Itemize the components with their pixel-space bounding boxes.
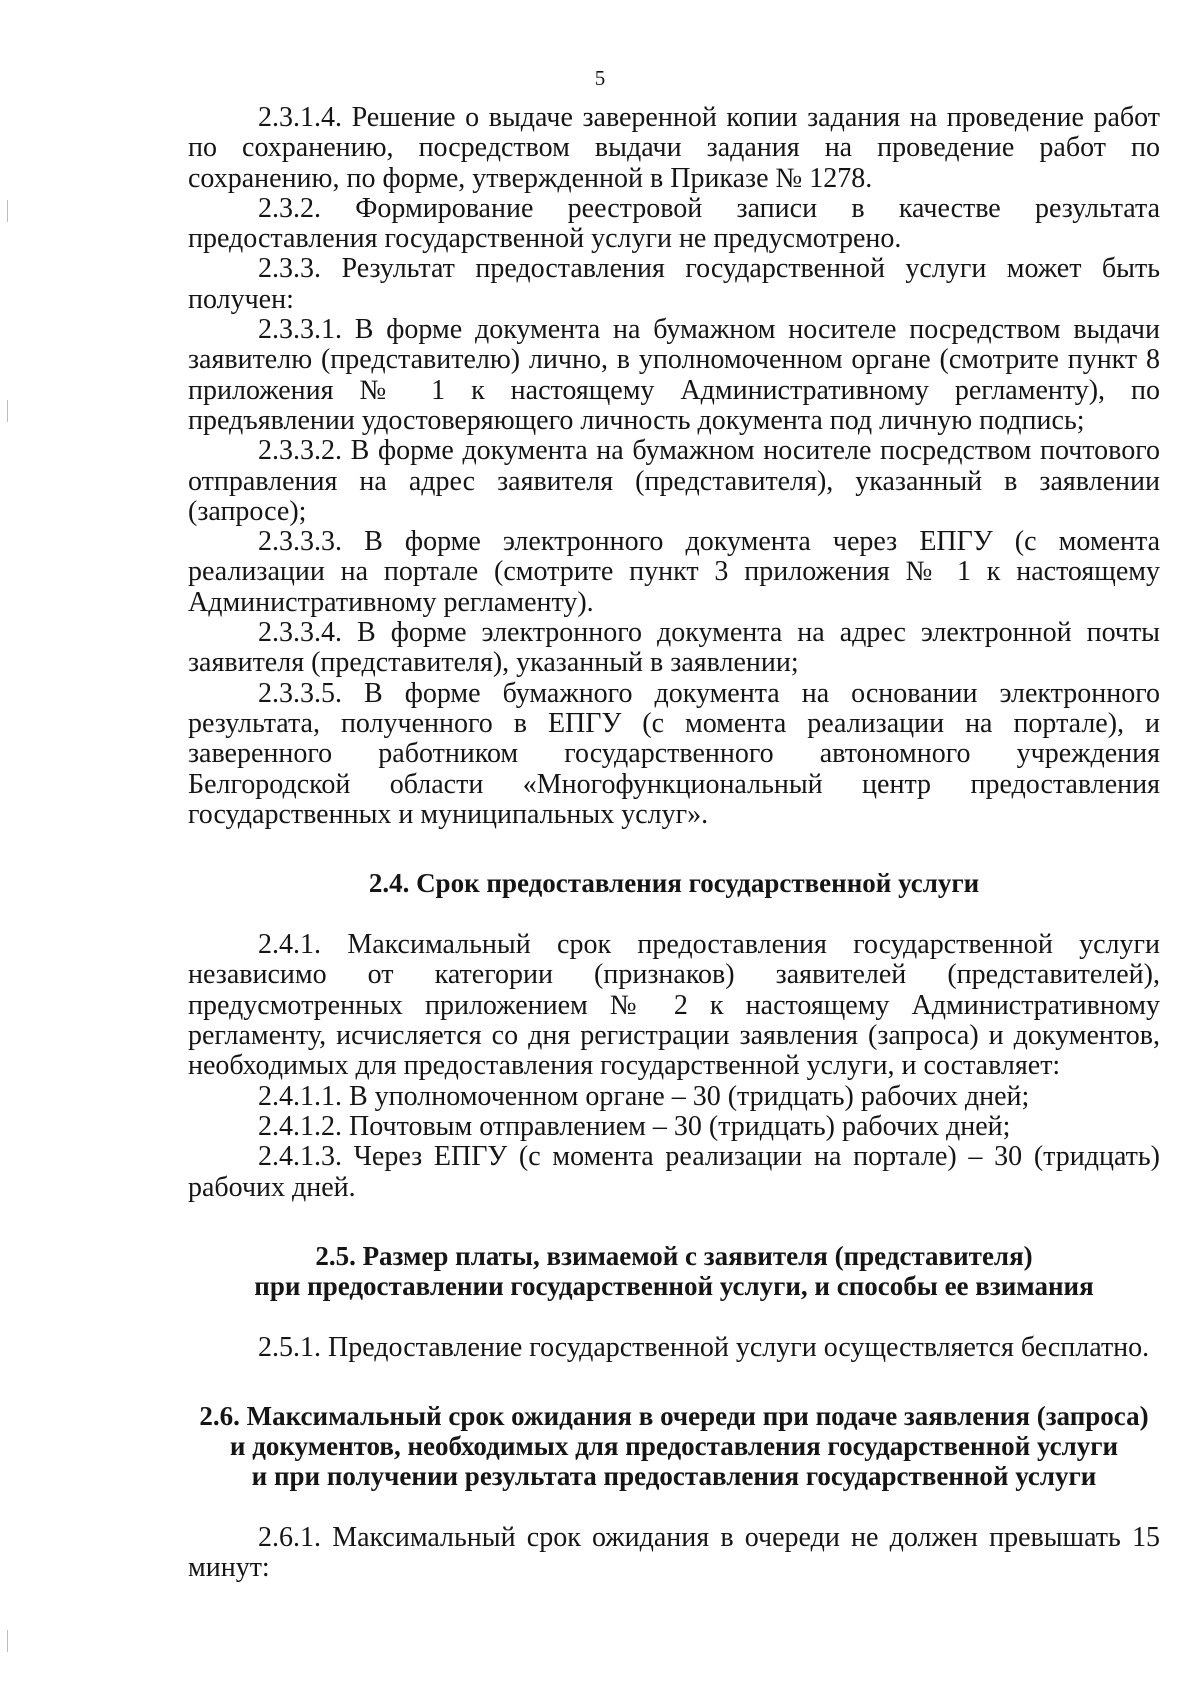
heading-2-6-line-2: и документов, необходимых для предоставления государственной услуги — [229, 1431, 1119, 1462]
scan-artifact — [7, 200, 8, 222]
scan-artifact — [7, 1630, 8, 1652]
results-block — [188, 103, 1160, 830]
paragraph-2-3-3-4: 2.3.3.4. В форме электронного документа на адрес электронной почты заявителя (представителя), указанный в заявлении; — [188, 617, 1160, 679]
heading-2-4-line: 2.4. Срок предоставления государственной услуги — [368, 868, 980, 899]
section-2-6 — [188, 1523, 1160, 1584]
heading-2-6-line-1: 2.6. Максимальный срок ожидания в очереди при подаче заявления (запроса) — [199, 1401, 1149, 1432]
heading-2-4 — [188, 868, 1160, 898]
section-2-5 — [188, 1333, 1160, 1363]
paragraph-2-5-1: 2.5.1. Предоставление государственной услуги осуществляется бесплатно. — [258, 1331, 1150, 1363]
heading-2-6-line-3: и при получении результата предоставления государственной услуги — [251, 1461, 1097, 1492]
paragraph-2-3-3: 2.3.3. Результат предоставления государственной услуги может быть получен: — [188, 253, 1160, 315]
paragraph-2-3-3-2: 2.3.3.2. В форме документа на бумажном носителе посредством почтового отправления на адрес заявителя (представителя), указанный в заявлении (запросе); — [188, 435, 1160, 527]
section-2-4 — [188, 930, 1160, 1203]
paragraph-2-6-1: 2.6.1. Максимальный срок ожидания в очереди не должен превышать 15 минут: — [188, 1522, 1160, 1584]
heading-2-6 — [188, 1401, 1160, 1491]
paragraph-2-3-2: 2.3.2. Формирование реестровой записи в качестве результата предоставления государственной услуги не предусмотрено. — [188, 192, 1160, 255]
heading-2-5-line-1: 2.5. Размер платы, взимаемой с заявителя (представителя) — [315, 1240, 1033, 1271]
paragraph-2-4-1: 2.4.1. Максимальный срок предоставления государственной услуги независимо от категории (признаков) заявителей (представителей), предусмотренных приложением № 2 к настоящему Административному регламенту, исчисляется со дня регистрации заявления (запроса) и документов, необходимых для предоставления государственной услуги, и составляет: — [188, 929, 1160, 1082]
paragraph-2-4-1-1: 2.4.1.1. В уполномоченном органе – 30 (тридцать) рабочих дней; — [258, 1080, 1030, 1112]
paragraph-2-3-3-5: 2.3.3.5. В форме бумажного документа на основании электронного результата, полученного в ЕПГУ (с момента реализации на портале), и заверенного работником государственного автономного учреждения Белгородской области «Многофункциональный центр предоставления государственных и муниципальных услуг». — [188, 677, 1160, 830]
paragraph-2-3-3-1: 2.3.3.1. В форме документа на бумажном носителе посредством выдачи заявителю (представителю) лично, в уполномоченном органе (смотрите пункт 8 приложения № 1 к настоящему Административному регламенту), по предъявлении удостоверяющего личность документа под личную подпись; — [188, 314, 1160, 436]
page-number: 5 — [594, 66, 606, 90]
scan-artifact — [7, 400, 8, 422]
heading-2-5-line-2: при предоставлении государственной услуги, и способы ее взимания — [254, 1270, 1094, 1301]
heading-2-5 — [188, 1241, 1160, 1301]
paragraph-2-3-3-3: 2.3.3.3. В форме электронного документа через ЕПГУ (с момента реализации на портале (смотрите пункт 3 приложения № 1 к настоящему Административному регламенту). — [188, 526, 1160, 618]
document-body — [188, 103, 1160, 1584]
paragraph-2-4-1-2: 2.4.1.2. Почтовым отправлением – 30 (тридцать) рабочих дней; — [258, 1110, 1011, 1142]
paragraph-2-4-1-3: 2.4.1.3. Через ЕПГУ (с момента реализации на портале) – 30 (тридцать) рабочих дней. — [188, 1141, 1160, 1203]
paragraph-2-3-1-4: 2.3.1.4. Решение о выдаче заверенной копии задания на проведение работ по сохранению, посредством выдачи задания на проведение работ по сохранению, по форме, утвержденной в Приказе № 1278. — [188, 102, 1160, 194]
